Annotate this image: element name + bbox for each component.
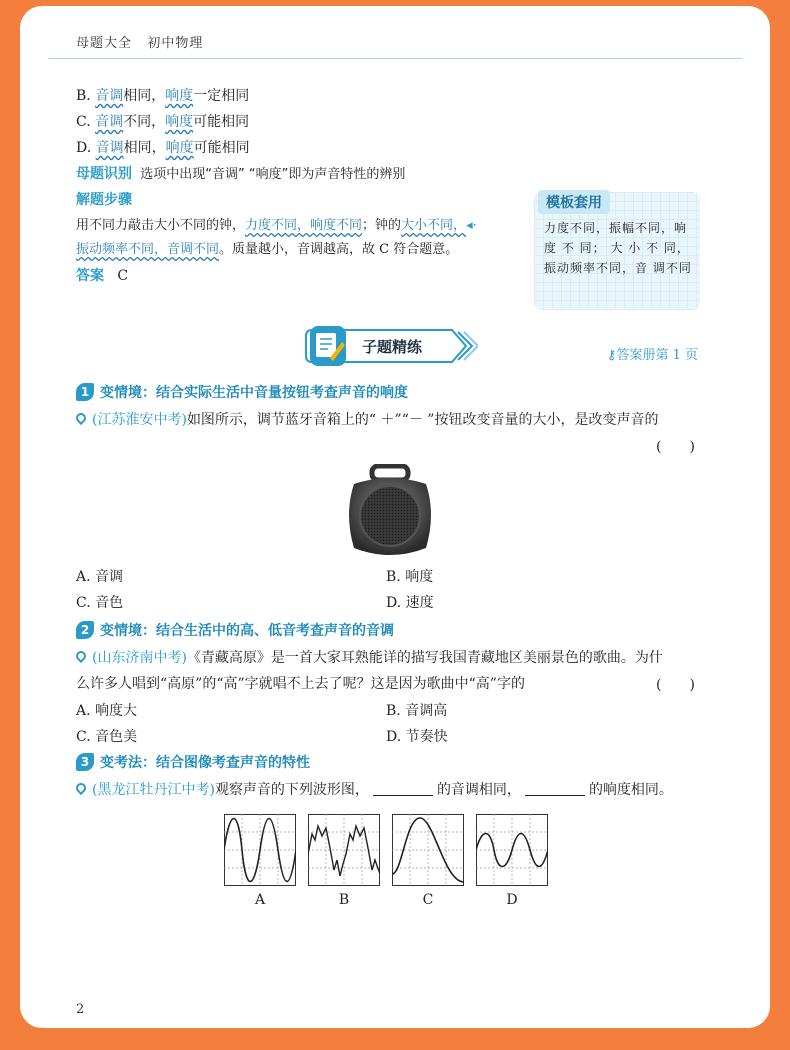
blank-1[interactable]: [373, 781, 433, 796]
key-icon: ⚷: [606, 348, 617, 363]
steps-label: 解题步骤: [76, 192, 132, 208]
section-title: 子题精练: [362, 338, 423, 356]
waveform-c: [392, 814, 464, 886]
steps-line-1: 用不同力敲击大小不同的钟，力度不同，响度不同；钟的大小不同，◂·: [76, 218, 477, 233]
q1-stem: (江苏淮安中考)如图所示，调节蓝牙音箱上的“ ＋”“－ ”按钮改变音量的大小，是改变声音的: [76, 410, 658, 430]
running-header: [76, 32, 203, 51]
answer-label: 答案: [76, 268, 104, 284]
q2-number: 2: [76, 621, 94, 639]
q1-source: (江苏淮安中考): [92, 412, 187, 428]
q2-option-b: B. 音调高: [386, 703, 448, 719]
answer-line: [76, 266, 128, 286]
location-pin-icon: [74, 411, 88, 425]
header-divider: [48, 58, 742, 59]
option-c: C. 音调不同，响度可能相同: [76, 114, 250, 130]
waveform-b-label: B: [338, 892, 350, 908]
page-number: 2: [76, 1002, 85, 1017]
q2-heading: 2 变情境：结合生活中的高、低音考查声音的音调: [76, 620, 394, 640]
identify-line: [76, 164, 405, 185]
steps-line-2: 振动频率不同，音调不同。质量越小，音调越高，故 C 符合题意。: [76, 242, 459, 257]
q1-option-a: A. 音调: [76, 569, 124, 585]
book-title: 母题大全: [76, 36, 133, 51]
q2-stem-2: 么许多人唱到“高原”的“高”字就唱不上去了呢？这是因为歌曲中“高”字的: [76, 676, 525, 692]
q2-option-c: C. 音色美: [76, 729, 138, 745]
answer-value: C: [117, 268, 129, 284]
waveform-c-label: C: [422, 892, 434, 908]
q2-source: (山东济南中考): [92, 650, 187, 666]
template-title: 模板套用: [538, 190, 610, 214]
q2-option-a: A. 响度大: [76, 703, 138, 719]
identify-text: 选项中出现“音调” “响度”即为声音特性的辨别: [140, 167, 406, 182]
template-box: [534, 192, 700, 310]
steps-label-line: [76, 190, 132, 210]
option-b: B. 音调相同，响度一定相同: [76, 88, 250, 104]
blank-2[interactable]: [525, 781, 585, 796]
q1-option-c: C. 音色: [76, 595, 124, 611]
waveform-b: [308, 814, 380, 886]
answer-book-ref: ⚷答案册第 1 页: [606, 348, 698, 363]
waveform-d: [476, 814, 548, 886]
q3-heading: 3 变考法：结合图像考查声音的特性: [76, 752, 310, 772]
q1-option-d: D. 速度: [386, 595, 434, 611]
q1-answer-paren: ( ): [656, 439, 695, 455]
template-body: 力度不同，振幅不同，响 度 不 同； 大 小 不 同，振动频率不同，音 调不同: [544, 221, 692, 275]
option-d: D. 音调相同，响度可能相同: [76, 140, 250, 156]
location-pin-icon: [74, 649, 88, 663]
waveform-a-label: A: [254, 892, 266, 908]
q1-option-b: B. 响度: [386, 569, 434, 585]
q1-heading: 1 变情境：结合实际生活中音量按钮考查声音的响度: [76, 382, 408, 402]
location-pin-icon: [74, 781, 88, 795]
waveform-a: [224, 814, 296, 886]
q2-stem-1: (山东济南中考)《青藏高原》是一首大家耳熟能详的描写我国青藏地区美丽景色的歌曲。为什: [76, 648, 663, 668]
q3-source: (黑龙江牡丹江中考): [92, 782, 215, 798]
document-page: [20, 6, 770, 1028]
q1-number: 1: [76, 383, 94, 401]
subject-title: 初中物理: [147, 36, 204, 51]
q2-option-d: D. 节奏快: [386, 729, 448, 745]
identify-label: 母题识别: [76, 166, 132, 182]
q3-stem: (黑龙江牡丹江中考)观察声音的下列波形图， 的音调相同， 的响度相同。: [76, 780, 673, 800]
arrow-icon: ◂·: [466, 218, 477, 233]
q2-answer-paren: ( ): [656, 677, 695, 693]
bluetooth-speaker-image: [340, 464, 440, 564]
waveform-d-label: D: [506, 892, 518, 908]
q3-number: 3: [76, 753, 94, 771]
